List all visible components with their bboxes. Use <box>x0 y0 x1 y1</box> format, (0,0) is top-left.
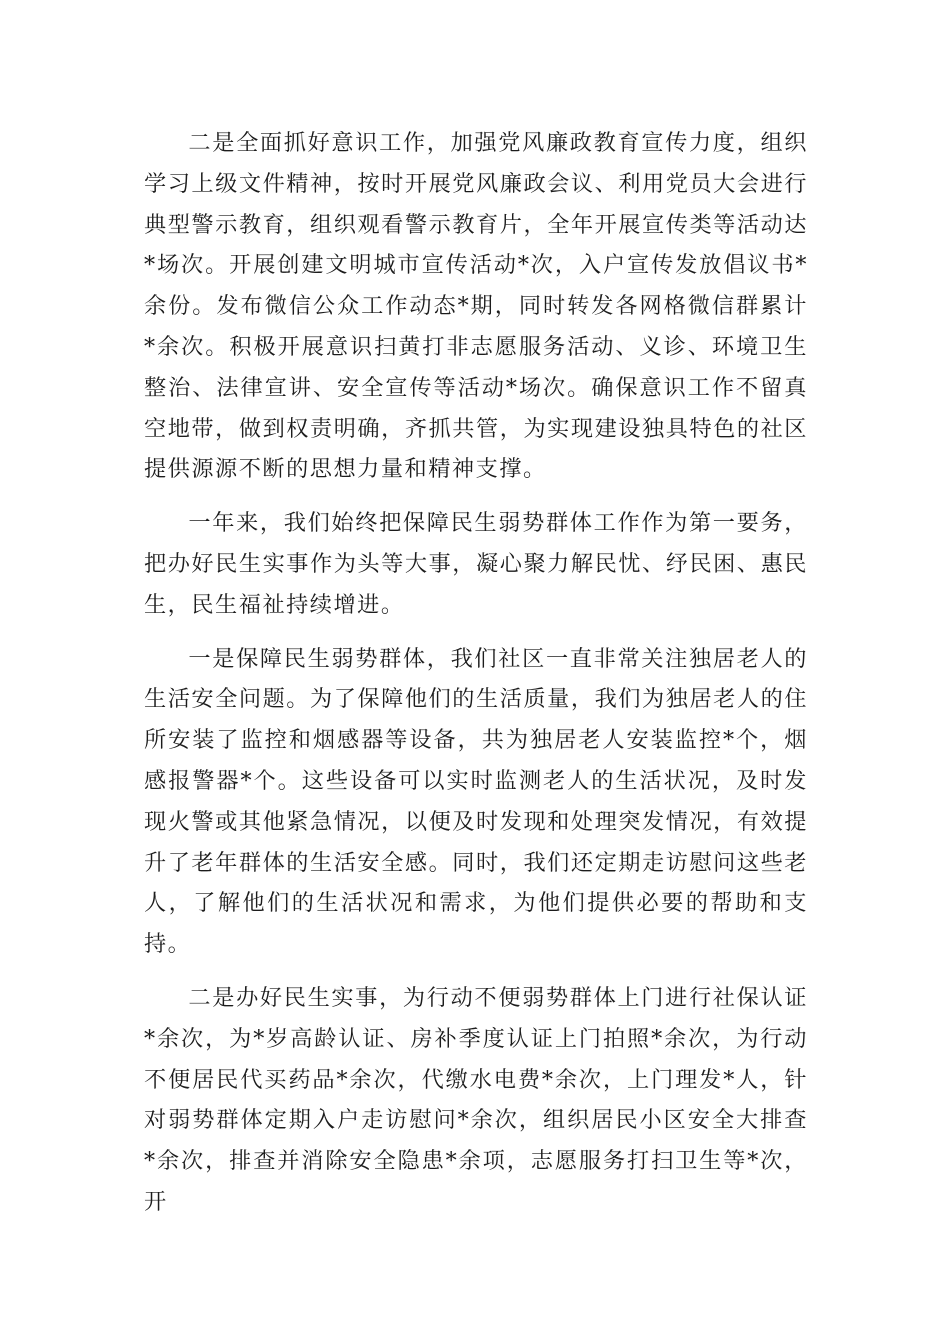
paragraph-ideology-work: 二是全面抓好意识工作，加强党风廉政教育宣传力度，组织学习上级文件精神，按时开展党风廉政会议、利用党员大会进行典型警示教育，组织观看警示教育片，全年开展宣传类等活动达*场次。开展创建文明城市宣传活动*次，入户宣传发放倡议书*余份。发布微信公众工作动态*期，同时转发各网格微信群累计*余次。积极开展意识扫黄打非志愿服务活动、义诊、环境卫生整治、法律宣讲、安全宣传等活动*场次。确保意识工作不留真空地带，做到权责明确，齐抓共管，为实现建设独具特色的社区提供源源不断的思想力量和精神支撑。 <box>144 130 808 483</box>
paragraph-practical-matters: 二是办好民生实事，为行动不便弱势群体上门进行社保认证*余次，为*岁高龄认证、房补季度认证上门拍照*余次，为行动不便居民代买药品*余次，代缴水电费*余次，上门理发*人，针对弱势群体定期入户走访慰问*余次，组织居民小区安全大排查*余次，排查并消除安全隐患*余项，志愿服务打扫卫生等*次，开 <box>144 984 808 1215</box>
document-body <box>144 123 808 1223</box>
paragraph-vulnerable-groups: 一是保障民生弱势群体，我们社区一直非常关注独居老人的生活安全问题。为了保障他们的生活质量，我们为独居老人的住所安装了监控和烟感器等设备，共为独居老人安装监控*个，烟感报警器*个。这些设备可以实时监测老人的生活状况，及时发现火警或其他紧急情况，以便及时发现和处理突发情况，有效提升了老年群体的生活安全感。同时，我们还定期走访慰问这些老人，了解他们的生活状况和需求，为他们提供必要的帮助和支持。 <box>144 645 808 958</box>
paragraph-year-summary: 一年来，我们始终把保障民生弱势群体工作作为第一要务，把办好民生实事作为头等大事，凝心聚力解民忧、纾民困、惠民生，民生福祉持续增进。 <box>144 510 808 618</box>
